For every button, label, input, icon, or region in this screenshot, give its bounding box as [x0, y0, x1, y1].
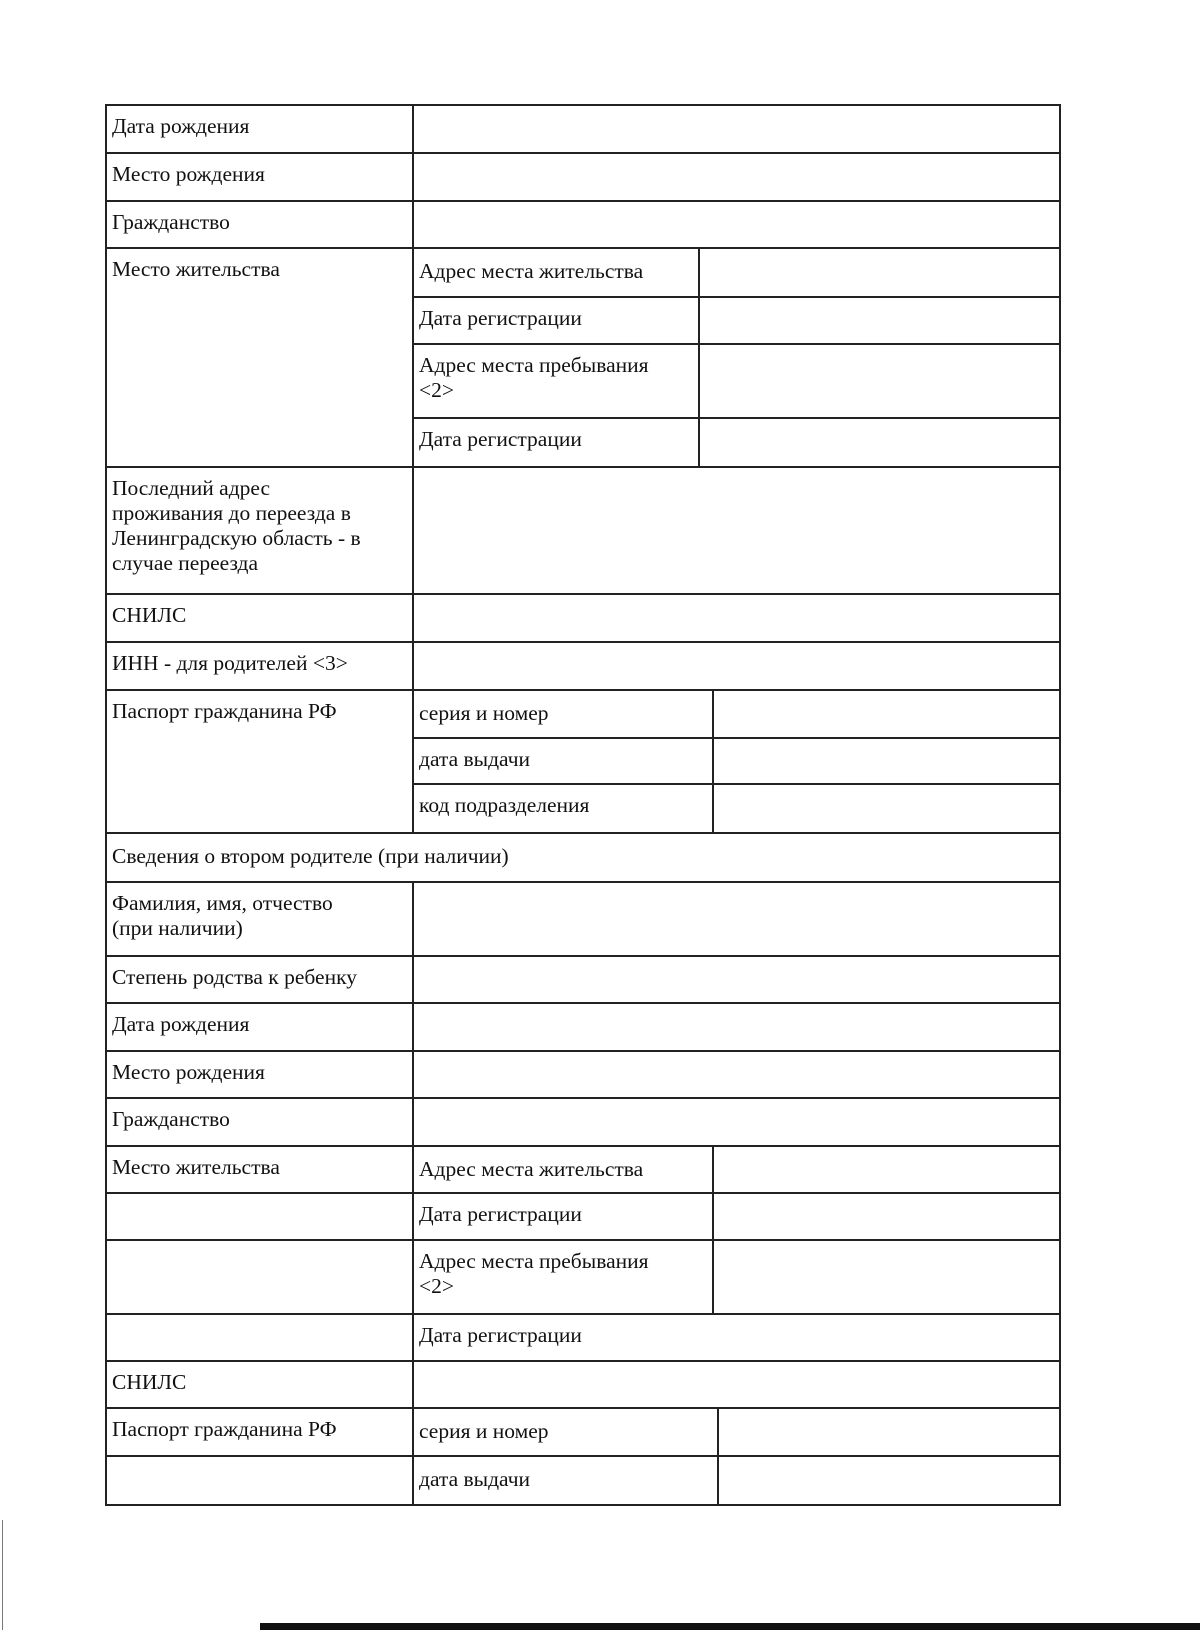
label-birth-date: Дата рождения: [112, 114, 250, 138]
label-inn: ИНН - для родителей <3>: [112, 651, 348, 675]
label-passport-series-2: серия и номер: [419, 1419, 549, 1443]
column-divider: [712, 1145, 714, 1315]
label-registration-date: Дата регистрации: [419, 306, 582, 330]
label-birth-date-2: Дата рождения: [112, 1012, 250, 1036]
label-last-address: [105, 466, 412, 576]
label-passport-date-2: дата выдачи: [419, 1467, 531, 1491]
column-divider: [712, 689, 714, 834]
label-last-address-line4: случае переезда: [112, 551, 259, 575]
label-stay-registration-date: Дата регистрации: [419, 427, 582, 451]
table-border-bottom: [105, 1504, 1061, 1506]
label-stay-registration-date-2: Дата регистрации: [419, 1323, 582, 1347]
label-birth-place-2: Место рождения: [112, 1060, 265, 1084]
label-birth-place: Место рождения: [112, 162, 265, 186]
label-stay-address-line1: Адрес места пребывания: [419, 353, 649, 377]
label-relation: Степень родства к ребенку: [112, 965, 357, 989]
label-stay-address-line2: <2>: [419, 378, 455, 402]
label-passport-code: код подразделения: [419, 793, 590, 817]
table-border-right: [1059, 104, 1061, 1506]
table-border-left: [105, 104, 107, 1506]
label-stay-address: [412, 343, 698, 403]
column-divider: [698, 247, 700, 468]
label-citizenship-2: Гражданство: [112, 1107, 230, 1131]
label-last-address-line1: Последний адрес: [112, 476, 271, 500]
label-stay-address-2-line1: Адрес места пребывания: [419, 1249, 649, 1273]
label-snils-2: СНИЛС: [112, 1370, 187, 1394]
label-full-name-line1: Фамилия, имя, отчество: [112, 891, 333, 915]
label-passport-date: дата выдачи: [419, 747, 531, 771]
label-last-address-line2: проживания до переезда в: [112, 501, 351, 525]
label-residence-2: Место жительства: [112, 1155, 280, 1179]
label-residence-address: Адрес места жительства: [419, 259, 644, 283]
column-divider: [717, 1407, 719, 1506]
label-citizenship: Гражданство: [112, 210, 230, 234]
label-full-name: [105, 881, 412, 941]
scan-bottom-edge: [260, 1623, 1200, 1630]
label-passport-2: Паспорт гражданина РФ: [112, 1417, 337, 1441]
label-residence: Место жительства: [112, 257, 280, 281]
label-passport: Паспорт гражданина РФ: [112, 699, 337, 723]
label-snils: СНИЛС: [112, 603, 187, 627]
label-last-address-line3: Ленинградскую область - в: [112, 526, 361, 550]
label-full-name-line2: (при наличии): [112, 916, 243, 940]
label-stay-address-2: [412, 1239, 712, 1299]
section-header-second-parent: Сведения о втором родителе (при наличии): [112, 844, 509, 868]
scan-edge-mark: [2, 1520, 3, 1630]
label-residence-address-2: Адрес места жительства: [419, 1157, 644, 1181]
label-stay-address-2-line2: <2>: [419, 1274, 455, 1298]
label-passport-series: серия и номер: [419, 701, 549, 725]
label-registration-date-2: Дата регистрации: [419, 1202, 582, 1226]
